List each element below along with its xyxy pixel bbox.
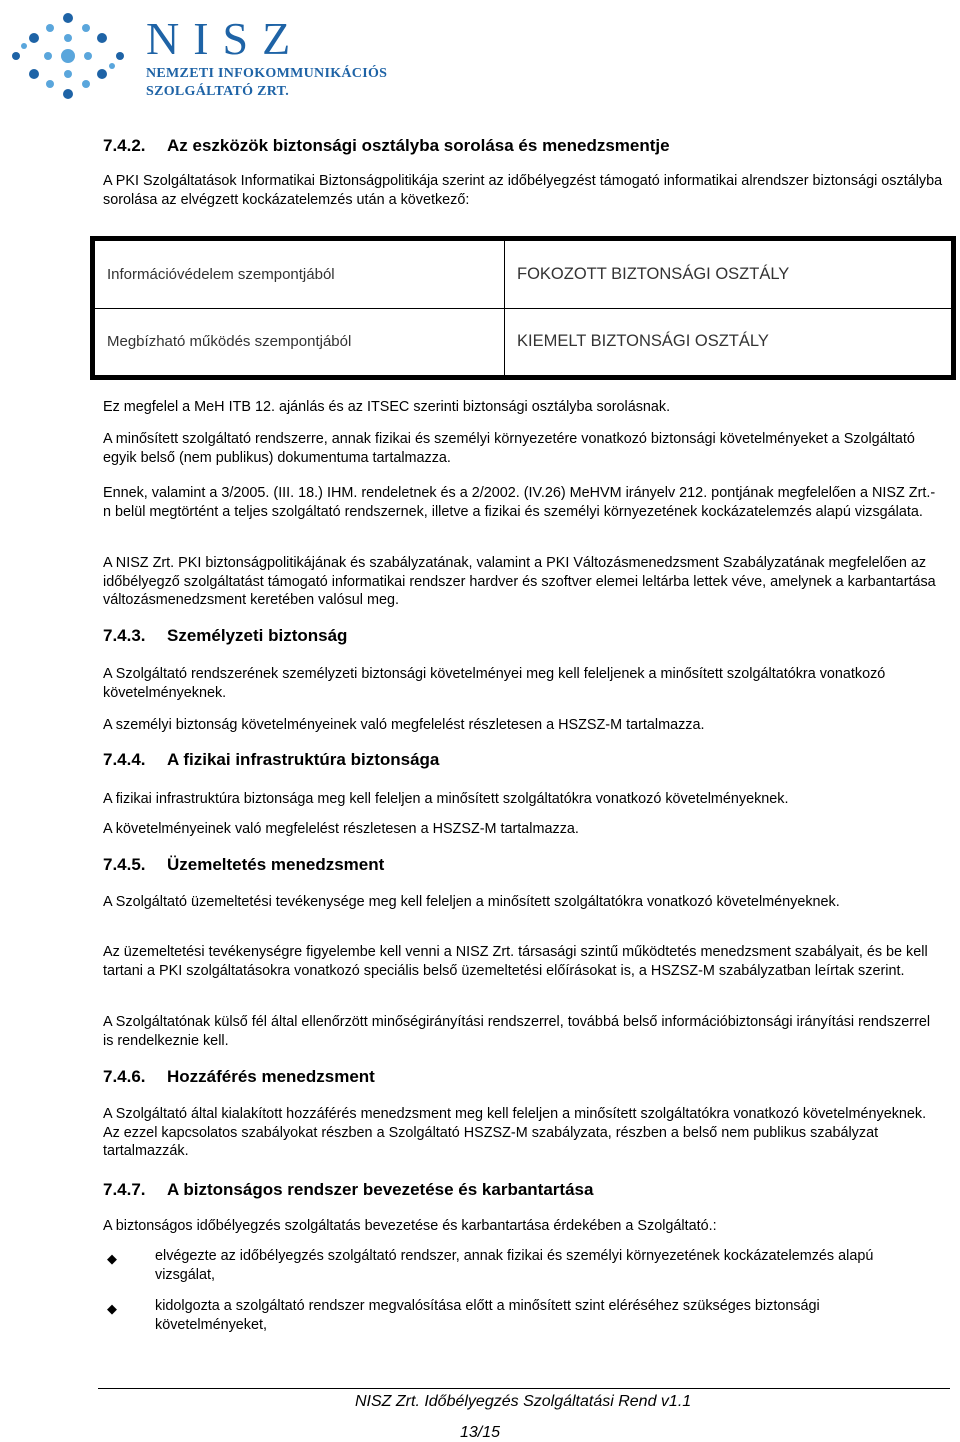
paragraph: A Szolgáltató által kialakított hozzáférés menedzsment meg kell feleljen a minősített szolgáltatókra vonatkozó követelményeknek. Az ezzel kapcsolatos szabályokat részben a Szolgáltató HSZSZ-M szabályzata, részben a belső nem publikus szabályzat tartalmazzák. [103, 1106, 927, 1159]
heading-7-4-5 [103, 855, 384, 875]
heading-7-4-3 [103, 626, 347, 646]
section-title: A biztonságos rendszer bevezetése és karbantartása [167, 1180, 594, 1199]
diamond-bullet-icon: ◆ [107, 1251, 117, 1266]
paragraph: A NISZ Zrt. PKI biztonságpolitikájának és szabályzatának, valamint a PKI Változásmenedzsment Szabályzatának megfelelően az időbélyegző szolgáltatást támogató informatikai rendszer hardver és szoftver elemei leltárba lettek véve, amelynek a karbantartása változásmenedzsment keretében valósul meg. [103, 555, 936, 608]
table-cell-class: FOKOZOTT BIZTONSÁGI OSZTÁLY [505, 239, 954, 309]
paragraph: A fizikai infrastruktúra biztonsága meg kell feleljen a minősített szolgáltatókra vonatkozó követelményeknek. [103, 791, 789, 807]
list-item-text: kidolgozta a szolgáltató rendszer megvalósítása előtt a minősített szint eléréséhez szükséges biztonsági követelményeket, [155, 1298, 820, 1333]
heading-7-4-6 [103, 1067, 375, 1087]
footer-divider [98, 1388, 950, 1389]
table-row [93, 239, 954, 309]
paragraph: A minősített szolgáltató rendszerre, annak fizikai és személyi környezetére vonatkozó biztonsági követelményeket a Szolgáltató egyik belső (nem publikus) dokumentuma tartalmazza. [103, 431, 915, 466]
bullet-list [103, 1247, 933, 1347]
table-cell-class: KIEMELT BIZTONSÁGI OSZTÁLY [505, 308, 954, 378]
paragraph: Ez megfelel a MeH ITB 12. ajánlás és az ITSEC szerinti biztonsági osztályba sorolásnak. [103, 399, 671, 415]
heading-7-4-7 [103, 1180, 593, 1200]
paragraph: A Szolgáltató üzemeltetési tevékenysége meg kell feleljen a minősített szolgáltatókra vonatkozó követelményeknek. [103, 894, 840, 910]
section-title: Hozzáférés menedzsment [167, 1067, 375, 1086]
list-item [103, 1247, 933, 1284]
section-number: 7.4.2. [103, 136, 146, 155]
section-number: 7.4.6. [103, 1067, 146, 1086]
logo-name: NISZ [146, 13, 305, 64]
section-title: Az eszközök biztonsági osztályba sorolása és menedzsmentje [167, 136, 670, 155]
page-number: 13/15 [459, 1424, 501, 1441]
table-cell-aspect: Információvédelem szempontjából [93, 239, 505, 309]
section-title: A fizikai infrastruktúra biztonsága [167, 750, 440, 769]
paragraph: A követelményeinek való megfelelést részletesen a HSZSZ-M tartalmazza. [103, 821, 579, 837]
paragraph: A biztonságos időbélyegzés szolgáltatás bevezetése és karbantartása érdekében a Szolgáltató.: [103, 1218, 717, 1234]
footer-title: NISZ Zrt. Időbélyegzés Szolgáltatási Rend v1.1 [355, 1393, 692, 1410]
section-number: 7.4.5. [103, 855, 146, 874]
nisz-logo-mark-icon [10, 10, 130, 102]
table-cell-aspect: Megbízható működés szempontjából [93, 308, 505, 378]
logo-line2: SZOLGÁLTATÓ ZRT. [146, 84, 290, 99]
classification-table [90, 236, 956, 380]
heading-7-4-4 [103, 750, 439, 770]
paragraph: A Szolgáltatónak külső fél által ellenőrzött minőségirányítási rendszerrel, továbbá belső információbiztonsági irányítási rendszerrel is rendelkeznie kell. [103, 1014, 931, 1049]
heading-7-4-2 [103, 136, 670, 156]
diamond-bullet-icon: ◆ [107, 1301, 117, 1316]
list-item [103, 1297, 933, 1334]
section-title: Üzemeltetés menedzsment [167, 855, 385, 874]
paragraph: A személyi biztonság követelményeinek való megfelelést részletesen a HSZSZ-M tartalmazza. [103, 717, 705, 733]
paragraph: A Szolgáltató rendszerének személyzeti biztonsági követelményei meg kell feleljenek a minősített szolgáltatókra vonatkozó követelményeknek. [103, 666, 886, 701]
paragraph: A PKI Szolgáltatások Informatikai Biztonságpolitikája szerint az időbélyegzést támogató informatikai alrendszer biztonsági osztályba sorolása az elvégzett kockázatelemzés után a következő: [103, 173, 943, 208]
section-number: 7.4.4. [103, 750, 146, 769]
section-number: 7.4.3. [103, 626, 146, 645]
section-number: 7.4.7. [103, 1180, 146, 1199]
logo-line1: NEMZETI INFOKOMMUNIKÁCIÓS [146, 66, 388, 81]
nisz-logo [10, 10, 410, 100]
paragraph: Az üzemeltetési tevékenységre figyelembe kell venni a NISZ Zrt. társasági szintű működtetés menedzsment szabályait, és be kell tartani a PKI szolgáltatásokra vonatkozó speciális belső üzemeltetési előírásokat is, a HSZSZ-M szabályzatban leírtak szerint. [103, 944, 928, 979]
table-row [93, 308, 954, 378]
paragraph: Ennek, valamint a 3/2005. (III. 18.) IHM. rendeletnek és a 2/2002. (IV.26) MeHVM irányelv 212. pontjának megfelelően a NISZ Zrt.-n belül megtörtént a teljes szolgáltató rendszernek, illetve a fizikai és személyi környezetének kockázatelemzés alapú vizsgálata. [103, 485, 936, 520]
list-item-text: elvégezte az időbélyegzés szolgáltató rendszer, annak fizikai és személyi környezetének kockázatelemzés alapú vizsgálat, [155, 1248, 874, 1283]
section-title: Személyzeti biztonság [167, 626, 348, 645]
